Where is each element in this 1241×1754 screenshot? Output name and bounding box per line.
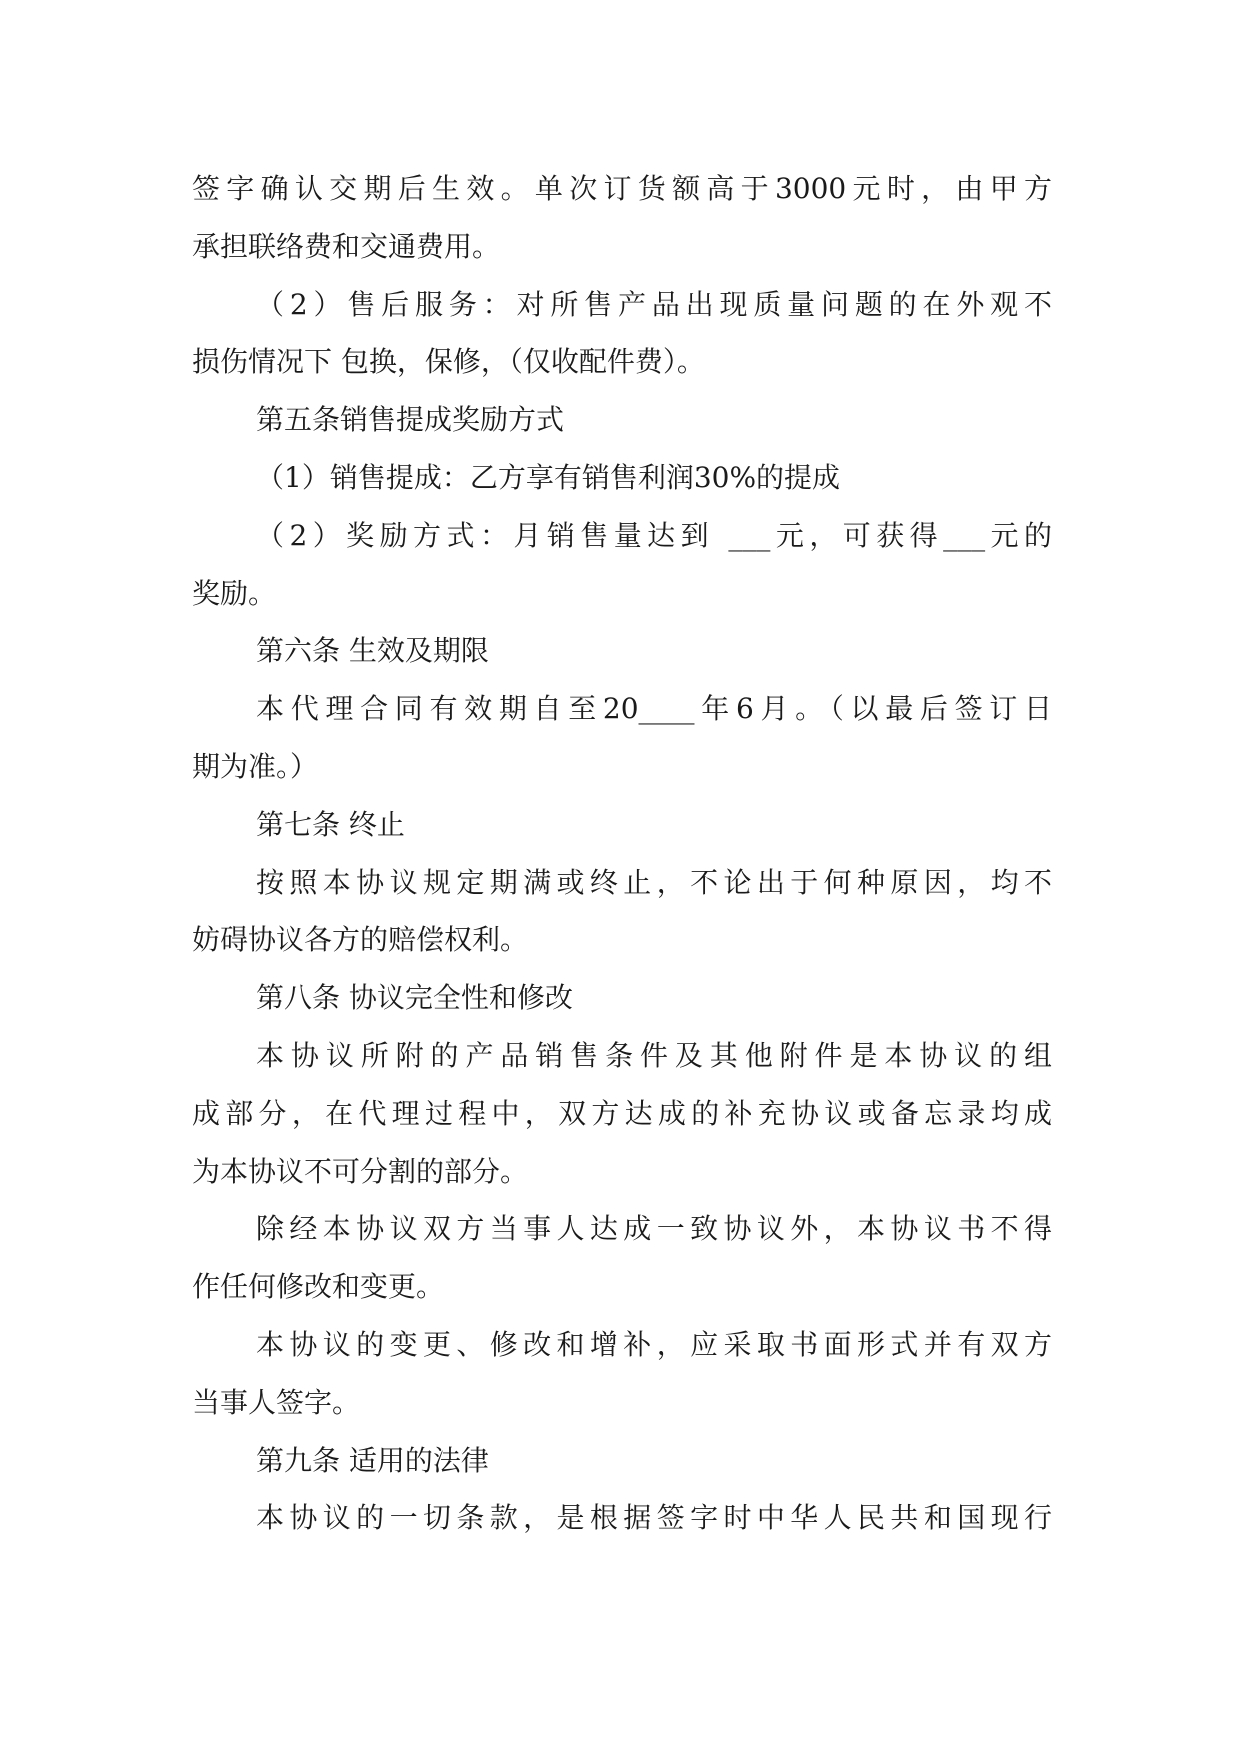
paragraph-line: 本代理合同有效期自至20____年6月。（以最后签订日	[256, 692, 1052, 726]
paragraph-line: 本协议所附的产品销售条件及其他附件是本协议的组	[256, 1038, 1052, 1072]
paragraph-line: 承担联络费和交通费用。	[192, 229, 501, 263]
paragraph-line: （1）销售提成：乙方享有销售利润30%的提成	[256, 460, 841, 494]
paragraph-line: 为本协议不可分割的部分。	[192, 1154, 529, 1188]
section-heading: 第七条 终止	[256, 807, 405, 841]
paragraph-line: 本协议的一切条款，是根据签字时中华人民共和国现行	[256, 1501, 1052, 1535]
paragraph-line: 妨碍协议各方的赔偿权利。	[192, 923, 529, 957]
document-body	[192, 160, 1052, 1547]
paragraph-line: 当事人签字。	[192, 1385, 361, 1419]
paragraph-line: 除经本协议双方当事人达成一致协议外，本协议书不得	[256, 1212, 1052, 1246]
section-heading: 第六条 生效及期限	[256, 634, 489, 668]
paragraph-line: 成部分，在代理过程中，双方达成的补充协议或备忘录均成	[192, 1096, 1052, 1130]
paragraph-line: 作任何修改和变更。	[192, 1270, 445, 1304]
paragraph-line: （2）售后服务：对所售产品出现质量问题的在外观不	[256, 287, 1052, 321]
section-heading: 第五条销售提成奖励方式	[256, 403, 565, 437]
paragraph-line: 奖励。	[192, 576, 277, 610]
paragraph-line: 签字确认交期后生效。单次订货额高于3000元时，由甲方	[192, 172, 1052, 205]
paragraph-line: 本协议的变更、修改和增补，应采取书面形式并有双方	[256, 1327, 1052, 1361]
paragraph-line: （2）奖励方式：月销售量达到 ___元，可获得___元的	[256, 518, 1052, 552]
paragraph-line: 损伤情况下 包换，保修，（仅收配件费）。	[192, 345, 705, 379]
paragraph-line: 按照本协议规定期满或终止，不论出于何种原因，均不	[256, 865, 1052, 899]
section-heading: 第九条 适用的法律	[256, 1443, 489, 1477]
paragraph-line: 期为准。）	[192, 749, 319, 783]
section-heading: 第八条 协议完全性和修改	[256, 981, 573, 1015]
